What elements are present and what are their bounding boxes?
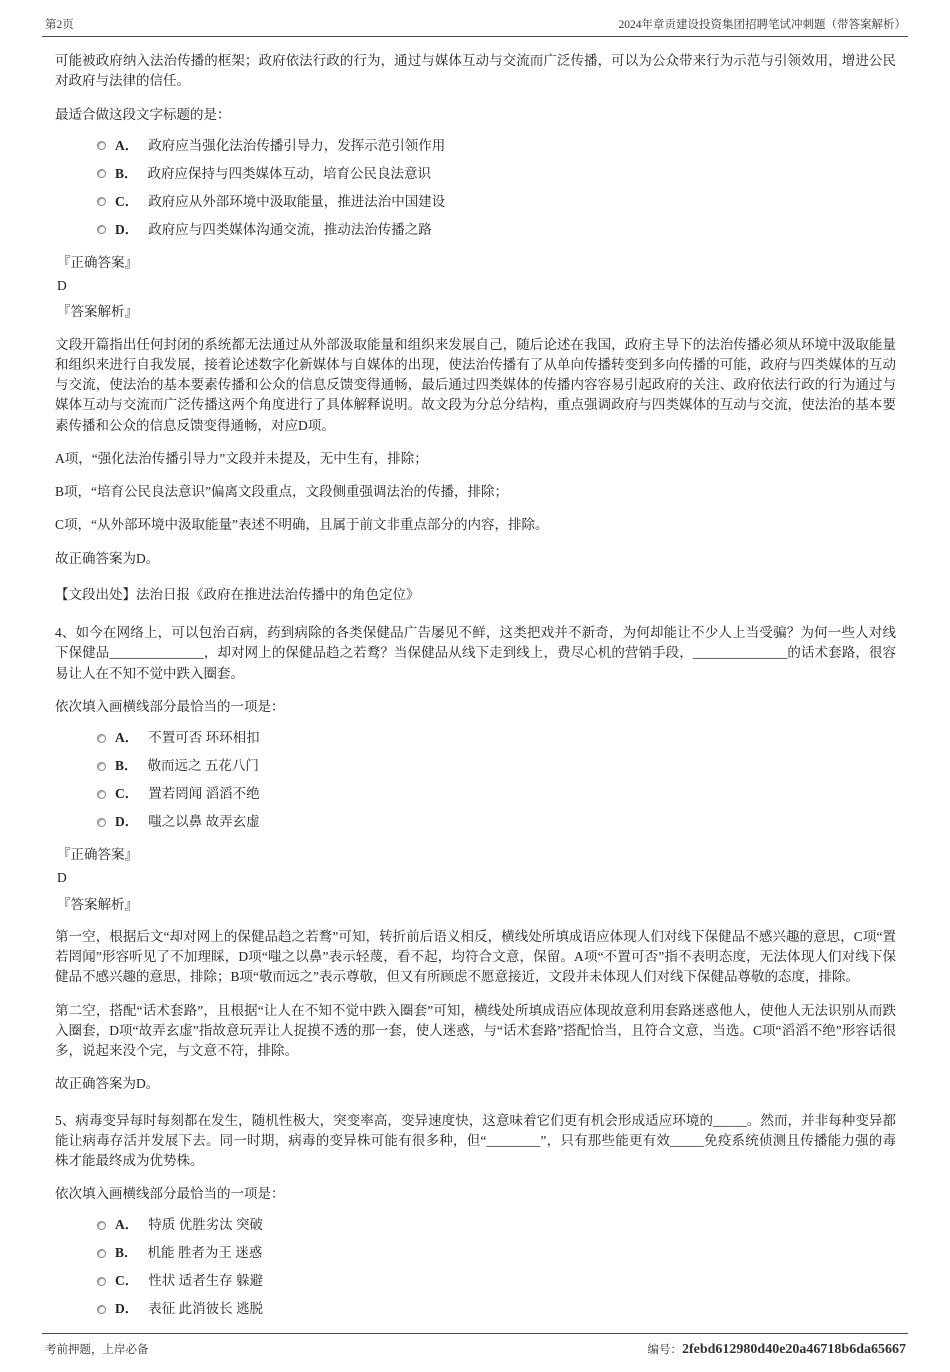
option-text: 表征 此消彼长 逃脱 bbox=[148, 1301, 263, 1317]
q4-analysis-1: 第一空，根据后文“却对网上的保健品趋之若鹜”可知，转折前后语义相反，横线处所填成语应体现人们对线下保健品不感兴趣的意思，C项“置若罔闻”形容听见了不加理睬，D项“嗤之以鼻”表示轻蔑，看不起，均符合文意，保留。A项“不置可否”指不表明态度，无法体现人们对线下保健品不感兴趣的意思，排除；B项“敬而远之”表示尊敬，但又有所顾虑不愿意接近，文段并未体现人们对线下保健品尊敬的态度，排除。 bbox=[55, 928, 896, 985]
option-label: C． bbox=[115, 193, 139, 209]
option-text: 政府应与四类媒体沟通交流，推动法治传播之路 bbox=[148, 221, 432, 237]
q4-option-a[interactable] bbox=[97, 727, 896, 749]
q3-source: 【文段出处】法治日报《政府在推进法治传播中的角色定位》 bbox=[55, 586, 420, 602]
radio-icon[interactable] bbox=[97, 790, 106, 799]
q3-option-c[interactable] bbox=[97, 191, 896, 213]
q3-answer: D bbox=[57, 278, 67, 293]
radio-icon[interactable] bbox=[97, 1249, 106, 1258]
q4-passage: 4、如今在网络上，可以包治百病，药到病除的各类保健品广告屡见不鲜，这类把戏并不新奇，为何却能让不少人上当受骗？为何一些人对线下保健品______________，却对网上的保健品趋之若鹜？当保健品从线下走到线上，费尽心机的营销手段，______________的话术套路，很容易让人在不知不觉中跌入圈套。 bbox=[55, 625, 896, 681]
option-text: 性状 适者生存 躲避 bbox=[148, 1273, 263, 1289]
q3-analysis-main: 文段开篇指出任何封闭的系统都无法通过从外部汲取能量和组织来发展自己，随后论述在我国，政府主导下的法治传播必须从环境中汲取能量和组织来进行自我发展，接着论述数字化新媒体与自媒体的出现，使法治传播有了从单向传播转变到多向传播的可能，政府与四类媒体的互动与交流，使法治的基本要素传播和公众的信息反馈变得通畅，最后通过四类媒体的传播内容容易引起政府的关注、政府依法行政的行为通过与媒体互动与交流而广泛传播这两个角度进行了具体解释说明。故文段为分总分结构，重点强调政府与四类媒体的互动与交流，使法治的基本要素传播和公众的信息反馈变得通畅，对应D项。 bbox=[55, 336, 896, 433]
option-label: A． bbox=[115, 137, 139, 153]
document-title: 2024年章贡建设投资集团招聘笔试冲刺题（带答案解析） bbox=[618, 19, 906, 31]
option-text: 嗤之以鼻 故弄玄虚 bbox=[148, 813, 260, 829]
option-label: B． bbox=[115, 1245, 138, 1261]
q3-analysis-b: B项，“培育公民良法意识”偏离文段重点，文段侧重强调法治的传播，排除； bbox=[55, 484, 508, 499]
option-text: 政府应当强化法治传播引导力，发挥示范引领作用 bbox=[148, 137, 446, 153]
option-text: 特质 优胜劣汰 突破 bbox=[148, 1217, 263, 1233]
q3-analysis-a: A项，“强化法治传播引导力”文段并未提及，无中生有，排除； bbox=[55, 450, 428, 466]
option-label: D． bbox=[115, 221, 139, 237]
option-label: B． bbox=[115, 165, 138, 181]
q5-prompt: 依次填入画横线部分最恰当的一项是： bbox=[55, 1186, 285, 1202]
option-text: 不置可否 环环相扣 bbox=[148, 729, 260, 745]
q5-option-b[interactable] bbox=[97, 1243, 896, 1265]
radio-icon[interactable] bbox=[97, 734, 106, 743]
q4-analysis-2: 第二空，搭配“话术套路”，且根据“让人在不知不觉中跌入圈套”可知，横线处所填成语应体现故意利用套路迷惑他人，使他人无法识别从而跌入圈套，D项“故弄玄虚”指故意玩弄让人捉摸不透的那一套，使人迷惑，与“话术套路”搭配恰当，且符合文意，当选。C项“滔滔不绝”形容话很多，说起来没个完，与文意不符，排除。 bbox=[55, 1002, 896, 1058]
page-content bbox=[0, 37, 950, 1333]
q3-passage: 可能被政府纳入法治传播的框架；政府依法行政的行为，通过与媒体互动与交流而广泛传播，可以为公众带来行为示范与引领效用，增进公民对政府与法律的信任。 bbox=[55, 53, 896, 89]
q4-answer-heading: 『正确答案』 bbox=[57, 847, 138, 862]
radio-icon[interactable] bbox=[97, 762, 106, 771]
page-footer bbox=[0, 1333, 950, 1372]
q5-options bbox=[97, 1215, 896, 1321]
option-label: D． bbox=[115, 813, 139, 829]
q4-options bbox=[97, 727, 896, 833]
q3-analysis-heading: 『答案解析』 bbox=[57, 304, 138, 320]
radio-icon[interactable] bbox=[97, 1277, 106, 1286]
footer-slogan: 考前押题，上岸必备 bbox=[45, 1344, 149, 1356]
q4-option-b[interactable] bbox=[97, 755, 896, 777]
q4-conclusion: 故正确答案为D。 bbox=[55, 1076, 160, 1092]
option-text: 政府应从外部环境中汲取能量，推进法治中国建设 bbox=[148, 193, 446, 209]
q5-option-a[interactable] bbox=[97, 1215, 896, 1237]
q4-prompt: 依次填入画横线部分最恰当的一项是： bbox=[55, 698, 285, 714]
option-label: C． bbox=[115, 785, 139, 801]
radio-icon[interactable] bbox=[97, 169, 106, 178]
q3-analysis-c: C项，“从外部环境中汲取能量”表述不明确，且属于前文非重点部分的内容，排除。 bbox=[55, 517, 549, 533]
q3-option-d[interactable] bbox=[97, 219, 896, 241]
radio-icon[interactable] bbox=[97, 818, 106, 827]
page-number: 第2页 bbox=[45, 19, 74, 31]
footer-code-label: 编号： bbox=[647, 1343, 682, 1356]
q3-options bbox=[97, 135, 896, 241]
footer-code: 2febd612980d40e20a46718b6da65667 bbox=[681, 1341, 906, 1357]
q3-prompt: 最适合做这段文字标题的是： bbox=[55, 106, 231, 122]
option-label: C． bbox=[115, 1273, 139, 1289]
radio-icon[interactable] bbox=[97, 197, 106, 206]
option-label: A． bbox=[115, 1217, 139, 1233]
footer-code-wrap bbox=[647, 1341, 906, 1358]
q3-option-a[interactable] bbox=[97, 135, 896, 157]
option-text: 机能 胜者为王 迷惑 bbox=[147, 1245, 263, 1261]
option-text: 政府应保持与四类媒体互动，培育公民良法意识 bbox=[147, 165, 432, 181]
radio-icon[interactable] bbox=[97, 1305, 106, 1314]
option-label: D． bbox=[115, 1301, 139, 1317]
option-label: A． bbox=[115, 729, 139, 745]
q3-answer-heading: 『正确答案』 bbox=[57, 254, 138, 270]
q4-answer: D bbox=[57, 870, 67, 886]
q5-option-d[interactable] bbox=[97, 1299, 896, 1321]
q4-option-d[interactable] bbox=[97, 811, 896, 833]
radio-icon[interactable] bbox=[97, 225, 106, 234]
option-text: 敬而远之 五花八门 bbox=[147, 757, 259, 773]
radio-icon[interactable] bbox=[97, 1221, 106, 1230]
q5-passage: 5、病毒变异每时每刻都在发生，随机性极大，突变率高，变异速度快，这意味着它们更有机会形成适应环境的_____。然而，并非每种变异都能让病毒存活并发展下去。同一时期，病毒的变异株可能有很多种，但“________”，只有那些能更有效_____免疫系统侦测且传播能力强的毒株才能最终成为优势株。 bbox=[55, 1112, 896, 1168]
option-label: B． bbox=[115, 757, 138, 773]
page-header bbox=[0, 0, 950, 36]
radio-icon[interactable] bbox=[97, 141, 106, 150]
q3-conclusion: 故正确答案为D。 bbox=[55, 550, 160, 566]
option-text: 置若罔闻 滔滔不绝 bbox=[148, 785, 260, 801]
q4-analysis-heading: 『答案解析』 bbox=[57, 896, 138, 912]
q4-option-c[interactable] bbox=[97, 783, 896, 805]
q3-option-b[interactable] bbox=[97, 163, 896, 185]
q5-option-c[interactable] bbox=[97, 1271, 896, 1293]
